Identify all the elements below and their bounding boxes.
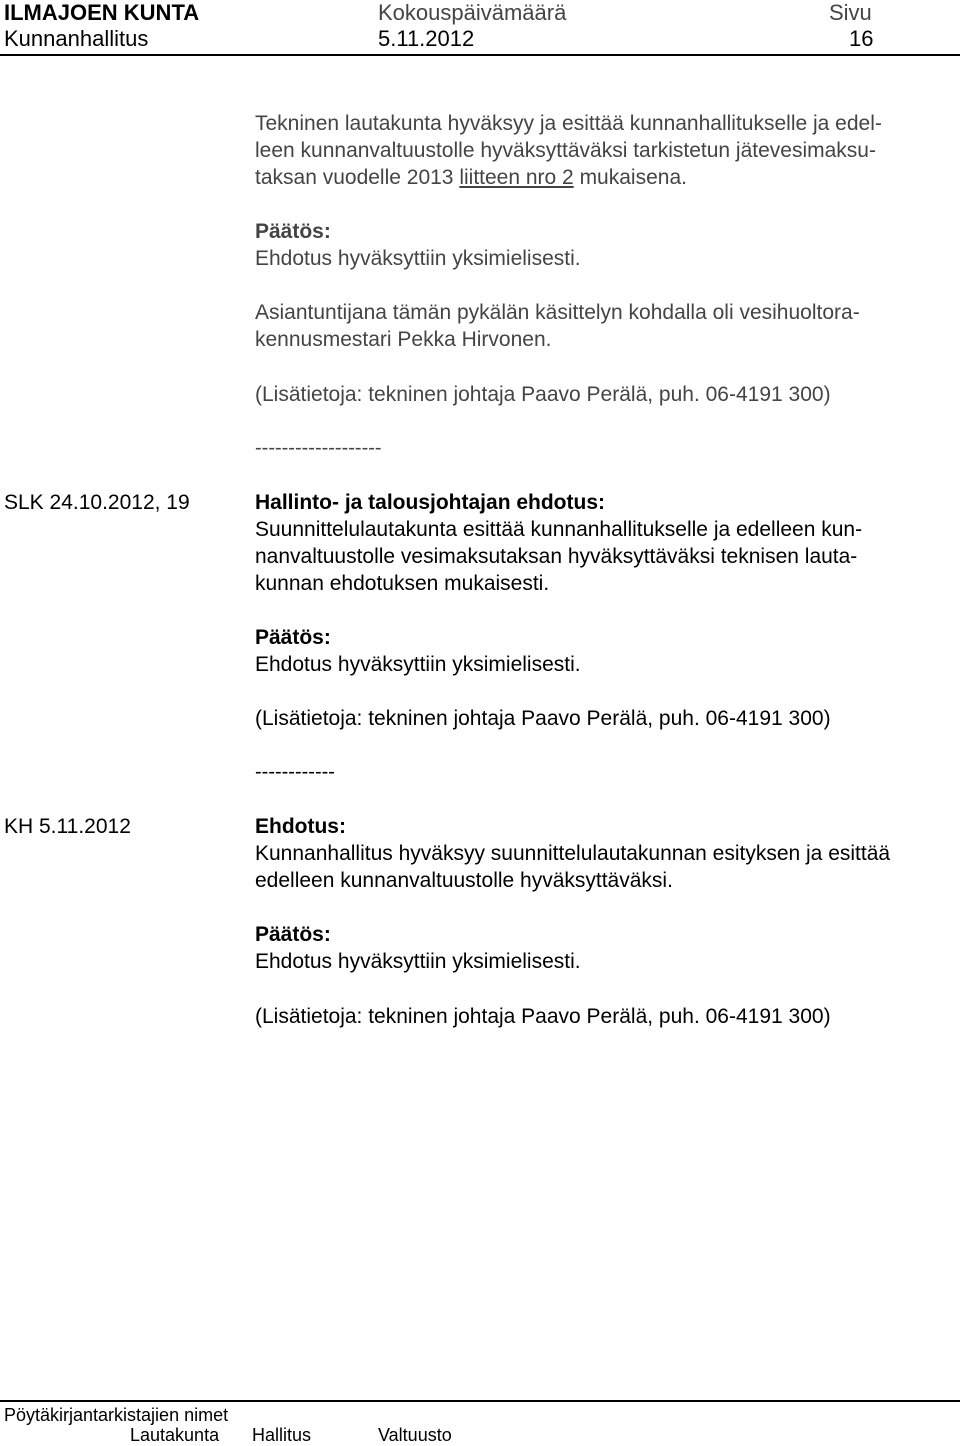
attachment-link[interactable]: liitteen nro 2 — [459, 166, 574, 189]
s2-info: (Lisätietoja: tekninen johtaja Paavo Perälä, puh. 06-4191 300) — [255, 707, 831, 730]
s1-expert-line2: kennusmestari Pekka Hirvonen. — [255, 328, 552, 351]
s1-info: (Lisätietoja: tekninen johtaja Paavo Perälä, puh. 06-4191 300) — [255, 383, 831, 406]
footer-col-government: Hallitus — [252, 1425, 312, 1445]
footer-col-board: Lautakunta — [130, 1425, 220, 1445]
header-divider — [0, 54, 960, 56]
s1-para-line2: leen kunnanvaltuustolle hyväksyttäväksi tarkistetun jätevesimaksu- — [255, 139, 876, 162]
s3-line2: edelleen kunnanvaltuustolle hyväksyttäväksi. — [255, 869, 673, 892]
body-name: Kunnanhallitus — [4, 26, 149, 51]
page-number: 16 — [849, 26, 874, 51]
footer-divider — [0, 1400, 960, 1402]
s3-ref: KH 5.11.2012 — [4, 815, 131, 838]
s1-para-text-end: mukaisena. — [573, 166, 687, 189]
s2-line2: nanvaltuustolle vesimaksutaksan hyväksyttäväksi teknisen lauta- — [255, 545, 858, 568]
s2-title: Hallinto- ja talousjohtajan ehdotus: — [255, 491, 606, 514]
s2-decision-label: Päätös: — [255, 626, 331, 649]
s3-decision-text: Ehdotus hyväksyttiin yksimielisesti. — [255, 950, 581, 973]
s1-para-text: taksan vuodelle 2013 — [255, 166, 460, 189]
s3-info: (Lisätietoja: tekninen johtaja Paavo Perälä, puh. 06-4191 300) — [255, 1005, 831, 1028]
s2-decision-text: Ehdotus hyväksyttiin yksimielisesti. — [255, 653, 581, 676]
footer-signers-label: Pöytäkirjantarkistajien nimet — [4, 1405, 229, 1425]
s1-decision-text: Ehdotus hyväksyttiin yksimielisesti. — [255, 247, 581, 270]
s2-ref: SLK 24.10.2012, 19 — [4, 491, 190, 514]
s3-line1: Kunnanhallitus hyväksyy suunnittelulautakunnan esityksen ja esittää — [255, 842, 891, 865]
footer-col-council: Valtuusto — [378, 1425, 452, 1445]
s3-decision-label: Päätös: — [255, 923, 331, 946]
s2-line1: Suunnittelulautakunta esittää kunnanhallitukselle ja edelleen kun- — [255, 518, 863, 541]
s1-decision-label: Päätös: — [255, 220, 331, 243]
org-name: ILMAJOEN KUNTA — [4, 0, 200, 25]
s2-line3: kunnan ehdotuksen mukaisesti. — [255, 572, 550, 595]
meeting-date: 5.11.2012 — [378, 26, 475, 51]
s2-separator-dashes: ------------ — [255, 761, 335, 783]
s1-para-line1: Tekninen lautakunta hyväksyy ja esittää kunnanhallitukselle ja edel- — [255, 112, 882, 135]
s1-expert-line1: Asiantuntijana tämän pykälän käsittelyn kohdalla oli vesihuoltora- — [255, 301, 860, 324]
meeting-date-label: Kokouspäivämäärä — [378, 0, 567, 25]
s1-separator-dashes: ------------------- — [255, 437, 382, 459]
s3-title: Ehdotus: — [255, 815, 346, 838]
page-label: Sivu — [829, 0, 872, 25]
s1-para-line3 — [255, 164, 687, 191]
